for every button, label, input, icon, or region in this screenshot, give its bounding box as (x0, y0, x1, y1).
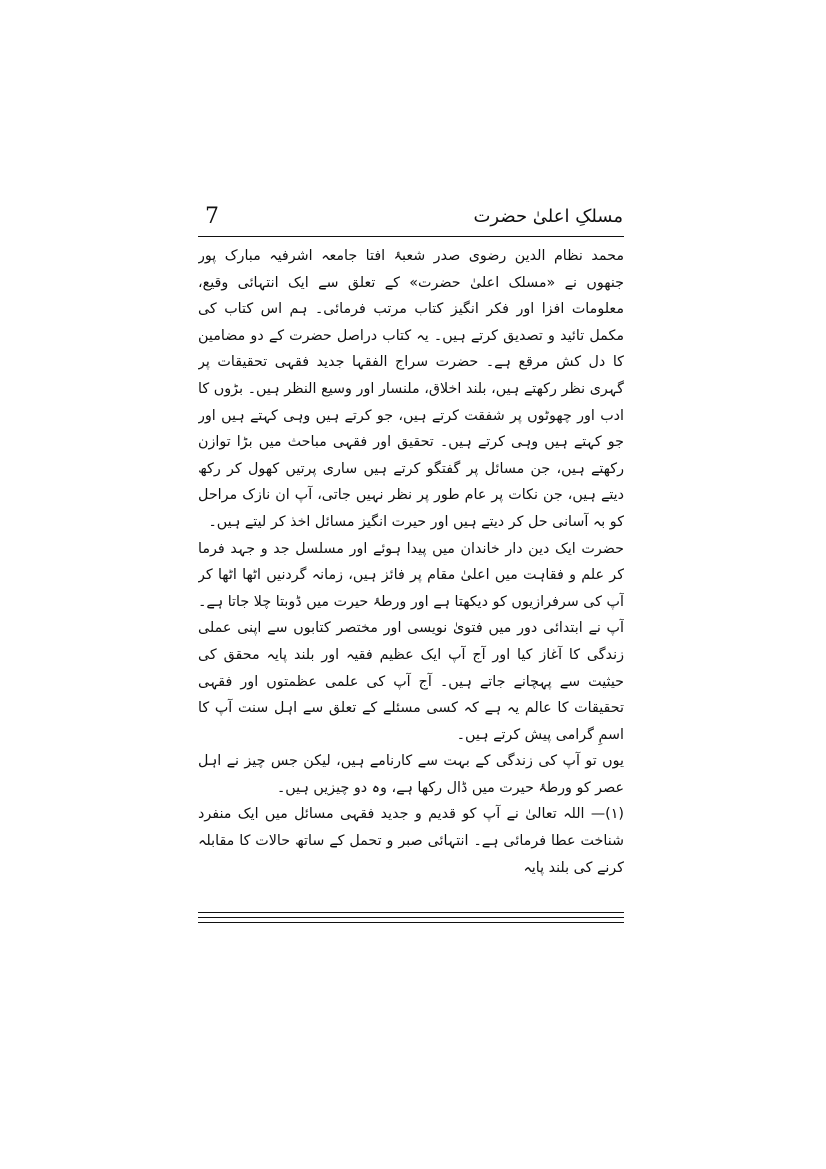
footer-rule (198, 922, 624, 923)
paragraph: محمد نظام الدین رضوی صدر شعبۂ افتا جامعہ اشرفیہ مبارک پور جنھوں نے «مسلک اعلیٰ حضرت» کے تعلق سے ایک انتہائی وقیع، معلومات افزا اور فکر انگیز کتاب مرتب فرمائی۔ ہم اس کتاب کی مکمل تائید و تصدیق کرتے ہیں۔ یہ کتاب دراصل حضرت کے دو مضامین کا دل کش مرقع ہے۔ حضرت سراج الفقہا جدید فقہی تحقیقات پر گہری نظر رکھتے ہیں، بلند اخلاق، ملنسار اور وسیع النظر ہیں۔ بڑوں کا ادب اور چھوٹوں پر شفقت کرتے ہیں، جو کرتے ہیں وہی کہتے ہیں اور جو کہتے ہیں وہی کرتے ہیں۔ تحقیق اور فقہی مباحث میں بڑا توازن رکھتے ہیں، جن مسائل پر گفتگو کرتے ہیں ساری پرتیں کھول کر رکھ دیتے ہیں، جن نکات پر عام طور پر نظر نہیں جاتی، آپ ان نازک مراحل کو بہ آسانی حل کر دیتے ہیں اور حیرت انگیز مسائل اخذ کر لیتے ہیں۔ (198, 248, 624, 530)
body-text (198, 243, 624, 903)
page-header (195, 200, 623, 236)
paragraph: (۱)— اللہ تعالیٰ نے آپ کو قدیم و جدید فقہی مسائل میں ایک منفرد شناخت عطا فرمائی ہے۔ انتہائی صبر و تحمل کے ساتھ حالات کا مقابلہ کرنے کی بلند پایہ (198, 806, 624, 876)
paragraph: یوں تو آپ کی زندگی کے بہت سے کارنامے ہیں، لیکن جس چیز نے اہل عصر کو ورطۂ حیرت میں ڈال رکھا ہے، وہ دو چیزیں ہیں۔ (198, 753, 624, 796)
page-number: 7 (205, 204, 219, 229)
footer-rule (198, 912, 624, 913)
footer-rule (198, 917, 624, 918)
header-rule (198, 236, 624, 237)
running-title: مسلکِ اعلیٰ حضرت (473, 206, 623, 227)
footer-rules (198, 912, 624, 924)
paragraph: حضرت ایک دین دار خاندان میں پیدا ہوئے اور مسلسل جد و جہد فرما کر علم و فقاہت میں اعلیٰ مقام پر فائز ہیں، زمانہ گردنیں اٹھا اٹھا کر آپ کی سرفرازیوں کو دیکھتا ہے اور ورطۂ حیرت میں ڈوبتا چلا جاتا ہے۔ آپ نے ابتدائی دور میں فتویٰ نویسی اور مختصر کتابوں سے اپنی عملی زندگی کا آغاز کیا اور آج آپ ایک عظیم فقیہ اور بلند پایہ محقق کی حیثیت سے پہچانے جاتے ہیں۔ آج آپ کی علمی عظمتوں اور فقہی تحقیقات کا عالم یہ ہے کہ کسی مسئلے کے تعلق سے اہل سنت آپ کا اسمِ گرامی پیش کرتے ہیں۔ (198, 540, 624, 743)
